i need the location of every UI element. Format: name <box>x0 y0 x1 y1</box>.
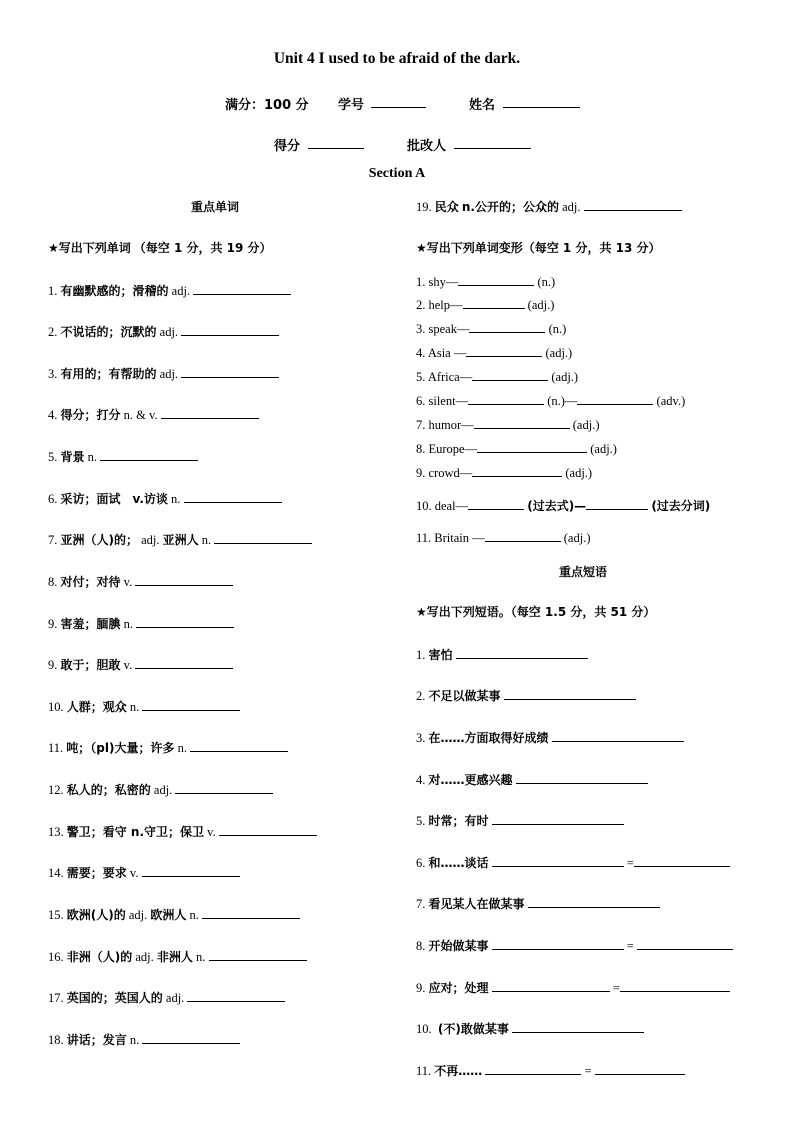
student-id-blank[interactable] <box>371 95 426 108</box>
list-item: 19. 民众 n.公开的；公众的 adj. <box>416 198 682 215</box>
list-item: 10. (不)敢做某事 <box>416 1020 644 1037</box>
list-item: 10. 人群；观众 n. <box>48 698 240 715</box>
worksheet-title: Unit 4 I used to be afraid of the dark. <box>273 50 521 67</box>
list-item: 7. 看见某人在做某事 <box>416 895 660 912</box>
list-item: 15. 欧洲(人)的 adj. 欧洲人 n. <box>48 906 300 923</box>
answer-blank[interactable] <box>595 1062 685 1075</box>
list-item: 13. 警卫；看守 n.守卫；保卫 v. <box>48 823 317 840</box>
list-item: 4. 得分；打分 n. & v. <box>48 406 259 423</box>
list-item: 8. 对付；对待 v. <box>48 573 233 590</box>
grader-blank[interactable] <box>454 136 531 149</box>
answer-blank[interactable] <box>474 416 570 429</box>
answer-blank[interactable] <box>468 392 544 405</box>
section-a-heading: Section A <box>368 166 426 181</box>
answer-blank[interactable] <box>135 573 233 586</box>
list-item: 7. 亚洲（人)的； adj. 亚洲人 n. <box>48 531 312 548</box>
answer-blank[interactable] <box>586 497 648 510</box>
answer-blank[interactable] <box>485 529 561 542</box>
list-item: 12. 私人的；私密的 adj. <box>48 781 273 798</box>
list-item: 8. 开始做某事 = <box>416 937 733 954</box>
list-item: 2. 不足以做某事 <box>416 687 636 704</box>
list-item: 2. help— (adj.) <box>416 298 555 312</box>
answer-blank[interactable] <box>187 989 285 1002</box>
list-item: 1. 有幽默感的；滑稽的 adj. <box>48 282 291 299</box>
answer-blank[interactable] <box>528 895 660 908</box>
answer-blank[interactable] <box>184 490 282 503</box>
answer-blank[interactable] <box>219 823 317 836</box>
answer-blank[interactable] <box>477 440 587 453</box>
answer-blank[interactable] <box>136 615 234 628</box>
answer-blank[interactable] <box>463 296 525 309</box>
list-item: 3. 在……方面取得好成绩 <box>416 729 684 746</box>
list-item: 5. Africa— (adj.) <box>416 370 579 384</box>
answer-blank[interactable] <box>620 979 730 992</box>
list-item: 10. deal— (过去式)— (过去分词) <box>416 499 711 513</box>
key-words-heading: 重点单词 <box>191 200 240 214</box>
answer-blank[interactable] <box>468 497 524 510</box>
answer-blank[interactable] <box>100 448 198 461</box>
answer-blank[interactable] <box>492 937 624 950</box>
answer-blank[interactable] <box>161 406 259 419</box>
list-item: 5. 背景 n. <box>48 448 198 465</box>
list-item: 11. Britain — (adj.) <box>416 531 591 545</box>
list-item: 3. 有用的；有帮助的 adj. <box>48 365 279 382</box>
answer-blank[interactable] <box>485 1062 581 1075</box>
answer-blank[interactable] <box>512 1020 644 1033</box>
answer-blank[interactable] <box>492 854 624 867</box>
list-item: 9. 敢于；胆敢 v. <box>48 656 233 673</box>
answer-blank[interactable] <box>492 812 624 825</box>
list-item: 6. 和……谈话 = <box>416 854 730 871</box>
grader-label: 批改人 <box>407 139 447 154</box>
answer-blank[interactable] <box>135 656 233 669</box>
list-item: 16. 非洲（人)的 adj. 非洲人 n. <box>48 948 307 965</box>
answer-blank[interactable] <box>466 344 542 357</box>
answer-blank[interactable] <box>142 864 240 877</box>
answer-blank[interactable] <box>492 979 610 992</box>
answer-blank[interactable] <box>472 464 562 477</box>
answer-blank[interactable] <box>175 781 273 794</box>
list-item: 9. 应对；处理 = <box>416 979 730 996</box>
answer-blank[interactable] <box>584 198 682 211</box>
answer-blank[interactable] <box>142 698 240 711</box>
answer-blank[interactable] <box>458 273 534 286</box>
name-label: 姓名 <box>469 98 496 113</box>
list-item: 7. humor— (adj.) <box>416 418 600 432</box>
list-item: 6. 采访；面试 v.访谈 n. <box>48 490 282 507</box>
answer-blank[interactable] <box>552 729 684 742</box>
answer-blank[interactable] <box>456 646 588 659</box>
list-item: 5. 时常；有时 <box>416 812 624 829</box>
list-item: 11. 吨；（pl)大量；许多 n. <box>48 739 288 756</box>
list-item: 9. 害羞；腼腆 n. <box>48 615 234 632</box>
answer-blank[interactable] <box>637 937 733 950</box>
list-item: 6. silent— (n.)— (adv.) <box>416 394 686 408</box>
answer-blank[interactable] <box>190 739 288 752</box>
answer-blank[interactable] <box>214 531 312 544</box>
list-item: 3. speak— (n.) <box>416 322 567 336</box>
answer-blank[interactable] <box>181 323 279 336</box>
answer-blank[interactable] <box>504 687 636 700</box>
answer-blank[interactable] <box>181 365 279 378</box>
list-item: 8. Europe— (adj.) <box>416 442 617 456</box>
list-item: 1. shy— (n.) <box>416 275 556 289</box>
name-blank[interactable] <box>503 95 580 108</box>
phrases-instruction: ★写出下列短语。（每空 1.5 分，共 51 分） <box>416 605 656 619</box>
words-instruction: ★写出下列单词 （每空 1 分，共 19 分） <box>48 241 272 255</box>
list-item: 9. crowd— (adj.) <box>416 466 593 480</box>
answer-blank[interactable] <box>142 1031 240 1044</box>
answer-blank[interactable] <box>469 320 545 333</box>
answer-blank[interactable] <box>472 368 548 381</box>
answer-blank[interactable] <box>202 906 300 919</box>
list-item: 14. 需要；要求 v. <box>48 864 240 881</box>
list-item: 17. 英国的；英国人的 adj. <box>48 989 285 1006</box>
answer-blank[interactable] <box>516 771 648 784</box>
student-id-label: 学号 <box>338 98 365 113</box>
answer-blank[interactable] <box>577 392 653 405</box>
key-phrases-heading: 重点短语 <box>559 565 608 579</box>
list-item: 11. 不再…… = <box>416 1062 685 1079</box>
score-blank[interactable] <box>308 136 364 149</box>
list-item: 4. Asia — (adj.) <box>416 346 573 360</box>
list-item: 4. 对……更感兴趣 <box>416 771 648 788</box>
list-item: 2. 不说话的；沉默的 adj. <box>48 323 279 340</box>
score-label: 得分 <box>274 139 301 154</box>
list-item: 1. 害怕 <box>416 646 588 663</box>
answer-blank[interactable] <box>193 282 291 295</box>
full-marks: 满分：100 分 <box>225 98 309 113</box>
answer-blank[interactable] <box>209 948 307 961</box>
forms-instruction: ★写出下列单词变形（每空 1 分，共 13 分） <box>416 241 661 255</box>
list-item: 18. 讲话；发言 n. <box>48 1031 240 1048</box>
answer-blank[interactable] <box>634 854 730 867</box>
